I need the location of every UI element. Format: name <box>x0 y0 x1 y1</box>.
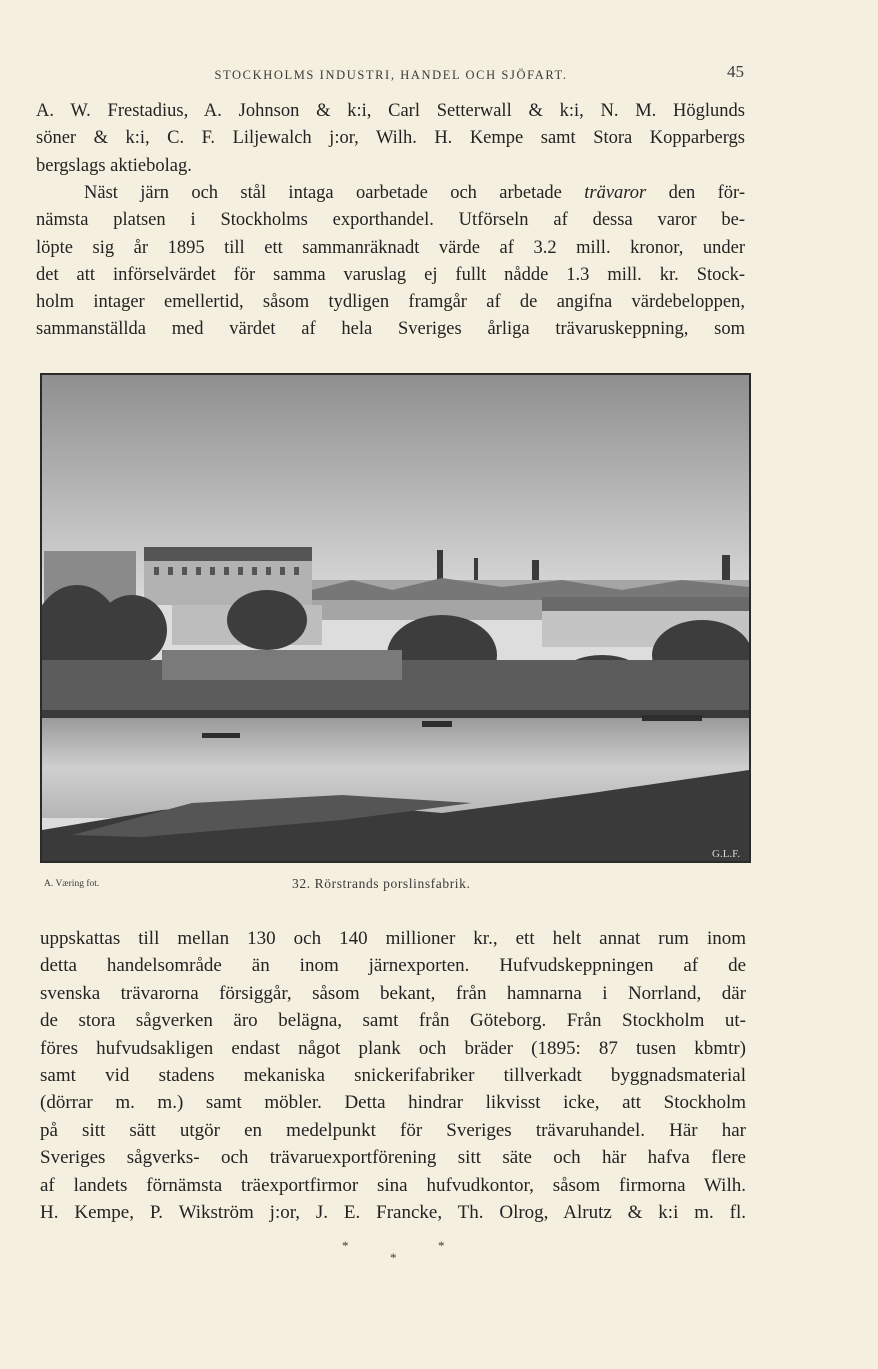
top-paragraph <box>36 98 745 180</box>
second-paragraph <box>36 180 745 344</box>
text-line: de stora sågverken äro belägna, samt från Göteborg. Från Stockholm ut- <box>40 1010 746 1032</box>
page-header <box>36 62 746 86</box>
text-line: samt vid stadens mekaniska snickerifabriker tillverkadt byggnadsmaterial <box>40 1064 746 1086</box>
asterisk: * <box>438 1238 445 1253</box>
factory-photograph <box>40 373 751 863</box>
text-fragment: Näst järn och stål intaga oarbetade och arbetade <box>84 183 562 203</box>
text-line: det att införselvärdet för samma varuslag ej fullt nådde 1.3 mill. kr. Stock- <box>36 264 745 285</box>
running-head: STOCKHOLMS INDUSTRI, HANDEL OCH SJÖFART. <box>214 68 568 82</box>
text-line: holm intager emellertid, såsom tydligen framgår af de angifna värdebeloppen, <box>36 292 745 313</box>
section-divider <box>330 1238 460 1268</box>
text-line: nämsta platsen i Stockholms exporthandel. Utförseln af dessa varor be- <box>36 210 745 231</box>
italic-term: trävaror <box>584 183 647 203</box>
text-line: bergslags aktiebolag. <box>36 155 192 176</box>
figure-caption: 32. Rörstrands porslinsfabrik. <box>292 876 471 891</box>
text-line: A. W. Frestadius, A. Johnson & k:i, Carl Setterwall & k:i, N. M. Höglunds <box>36 101 745 121</box>
text-line: af landets förnämsta träexportfirmor sina hufvudkontor, såsom firmorna Wilh. <box>40 1174 746 1196</box>
text-line: på sitt sätt utgör en medelpunkt för Sveriges trävaruhandel. Här har <box>40 1119 746 1141</box>
text-line <box>36 180 745 207</box>
factory-roof <box>144 547 312 561</box>
text-line: söner & k:i, C. F. Liljewalch j:or, Wilh. H. Kempe samt Stora Kopparbergs <box>36 128 745 149</box>
bottom-paragraph <box>40 925 746 1226</box>
text-line: föres hufvudsakligen endast något plank och bräder (1895: 87 tusen kbmtr) <box>40 1037 746 1059</box>
asterisk: * <box>390 1250 397 1265</box>
text-fragment: den för- <box>668 183 746 203</box>
asterisk: * <box>342 1238 349 1253</box>
text-line: löpte sig år 1895 till ett sammanräknadt värde af 3.2 mill. kronor, under <box>36 237 745 258</box>
page-number: 45 <box>727 62 744 81</box>
text-line: uppskattas till mellan 130 och 140 millioner kr., ett helt annat rum inom <box>40 928 746 949</box>
text-line: (dörrar m. m.) samt möbler. Detta hindrar likvisst icke, att Stockholm <box>40 1092 746 1114</box>
text-line: detta handelsområde än inom järnexporten. Hufvudskeppningen af de <box>40 955 746 977</box>
text-line: H. Kempe, P. Wikström j:or, J. E. Francke, Th. Olrog, Alrutz & k:i m. fl. <box>40 1201 746 1223</box>
low-sheds <box>162 650 402 680</box>
text-line: sammanställda med värdet af hela Sveriges årliga trävaruskeppning, som <box>36 319 745 340</box>
text-line: svenska trävarorna försiggår, såsom bekant, från hamnarna i Norrland, där <box>40 982 746 1004</box>
photo-signature: G.L.F. <box>712 848 741 860</box>
photo-illustration <box>42 375 749 861</box>
photo-credit: A. Væring fot. <box>44 879 100 889</box>
long-roof <box>542 597 749 611</box>
text-line: Sveriges sågverks- och trävaruexportförening sitt säte och här hafva flere <box>40 1147 746 1169</box>
